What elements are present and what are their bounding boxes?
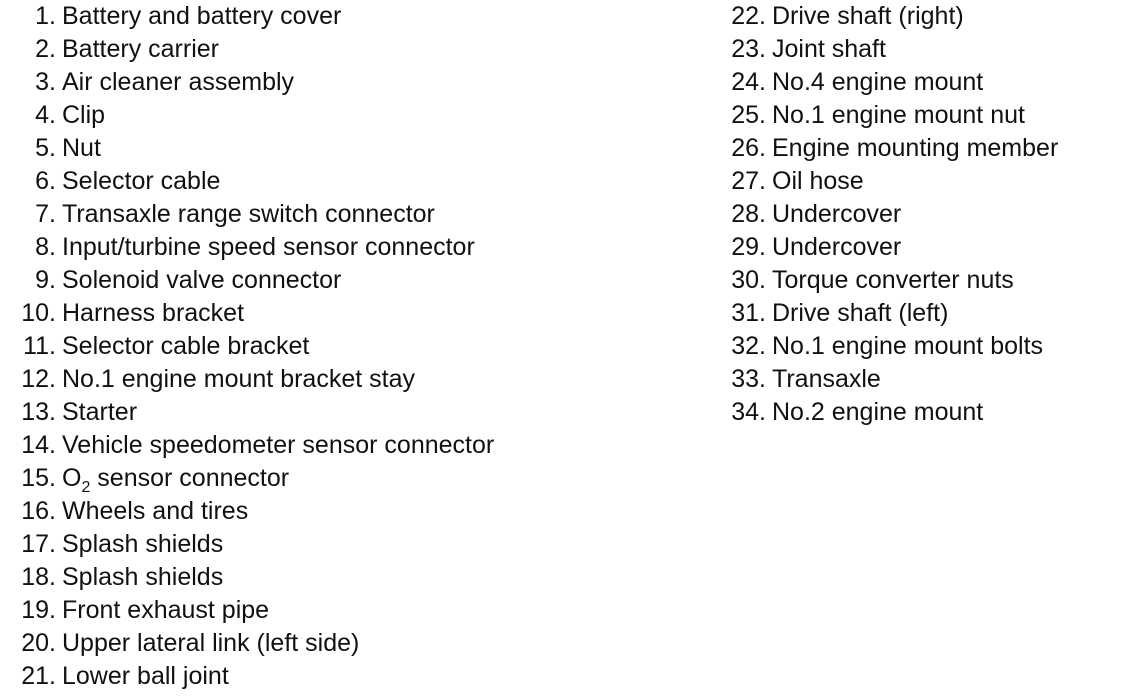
item-label: No.2 engine mount bbox=[772, 398, 984, 426]
item-label: Selector cable bracket bbox=[62, 332, 310, 360]
item-label: No.1 engine mount nut bbox=[772, 101, 1025, 129]
item-number: 13. bbox=[21, 398, 56, 426]
list-item-2 bbox=[6, 33, 646, 66]
item-number: 32. bbox=[731, 332, 766, 360]
item-label-subscript: 2 bbox=[81, 479, 91, 496]
item-label: Undercover bbox=[772, 233, 902, 261]
item-number: 25. bbox=[731, 101, 766, 129]
item-label: No.1 engine mount bracket stay bbox=[62, 365, 415, 393]
list-item-4 bbox=[6, 99, 646, 132]
item-label: Joint shaft bbox=[772, 35, 886, 63]
list-item-23 bbox=[718, 33, 1132, 66]
list-item-30 bbox=[718, 264, 1132, 297]
item-label: Front exhaust pipe bbox=[62, 596, 270, 624]
item-label: Clip bbox=[62, 101, 106, 129]
list-item-7 bbox=[6, 198, 646, 231]
item-number: 2. bbox=[35, 35, 56, 63]
item-label: Transaxle bbox=[772, 365, 881, 393]
item-label: No.4 engine mount bbox=[772, 68, 984, 96]
list-item-25 bbox=[718, 99, 1132, 132]
item-number: 11. bbox=[23, 332, 56, 360]
list-item-14 bbox=[6, 429, 646, 462]
item-number: 12. bbox=[21, 365, 56, 393]
item-label: Transaxle range switch connector bbox=[62, 200, 435, 228]
item-number: 31. bbox=[731, 299, 766, 327]
item-label: Oil hose bbox=[772, 167, 864, 195]
item-label: Drive shaft (left) bbox=[772, 299, 949, 327]
list-item-5 bbox=[6, 132, 646, 165]
item-number: 19. bbox=[21, 596, 56, 624]
item-number: 14. bbox=[21, 431, 56, 459]
item-label: Undercover bbox=[772, 200, 902, 228]
list-item-17 bbox=[6, 528, 646, 561]
list-item-24 bbox=[718, 66, 1132, 99]
list-item-10 bbox=[6, 297, 646, 330]
item-label: Starter bbox=[62, 398, 138, 426]
item-number: 17. bbox=[21, 530, 56, 558]
list-item-28 bbox=[718, 198, 1132, 231]
list-item-22 bbox=[718, 0, 1132, 33]
list-item-34 bbox=[718, 396, 1132, 429]
item-label: Torque converter nuts bbox=[772, 266, 1014, 294]
item-number: 9. bbox=[35, 266, 56, 294]
item-number: 21. bbox=[21, 662, 56, 690]
item-number: 10. bbox=[21, 299, 56, 327]
list-item-29 bbox=[718, 231, 1132, 264]
item-number: 23. bbox=[731, 35, 766, 63]
item-number: 28. bbox=[731, 200, 766, 228]
item-label: Battery and battery cover bbox=[62, 2, 342, 30]
item-label: Selector cable bbox=[62, 167, 221, 195]
item-number: 5. bbox=[35, 134, 56, 162]
list-item-19 bbox=[6, 594, 646, 627]
parts-list-left-column bbox=[6, 0, 646, 693]
item-label: Nut bbox=[62, 134, 101, 162]
list-item-18 bbox=[6, 561, 646, 594]
item-number: 8. bbox=[35, 233, 56, 261]
item-label-prefix: O bbox=[62, 464, 82, 492]
item-number: 24. bbox=[731, 68, 766, 96]
item-number: 4. bbox=[35, 101, 56, 129]
list-item-13 bbox=[6, 396, 646, 429]
item-number: 29. bbox=[731, 233, 766, 261]
item-number: 22. bbox=[731, 2, 766, 30]
item-label: Wheels and tires bbox=[62, 497, 249, 525]
list-item-9 bbox=[6, 264, 646, 297]
list-item-26 bbox=[718, 132, 1132, 165]
list-item-8 bbox=[6, 231, 646, 264]
list-item-15 bbox=[6, 462, 646, 495]
item-number: 7. bbox=[35, 200, 56, 228]
item-label: Harness bracket bbox=[62, 299, 245, 327]
list-item-1 bbox=[6, 0, 646, 33]
list-item-20 bbox=[6, 627, 646, 660]
item-number: 30. bbox=[731, 266, 766, 294]
item-number: 16. bbox=[21, 497, 56, 525]
parts-list-right-column bbox=[718, 0, 1132, 429]
list-item-11 bbox=[6, 330, 646, 363]
item-number: 15. bbox=[21, 464, 56, 492]
item-label bbox=[62, 462, 289, 495]
item-label: Vehicle speedometer sensor connector bbox=[62, 431, 495, 459]
list-item-31 bbox=[718, 297, 1132, 330]
list-item-16 bbox=[6, 495, 646, 528]
list-item-3 bbox=[6, 66, 646, 99]
list-item-33 bbox=[718, 363, 1132, 396]
item-number: 27. bbox=[731, 167, 766, 195]
item-number: 18. bbox=[21, 563, 56, 591]
item-label: Solenoid valve connector bbox=[62, 266, 342, 294]
list-item-6 bbox=[6, 165, 646, 198]
item-label: Input/turbine speed sensor connector bbox=[62, 233, 475, 261]
item-number: 1. bbox=[35, 2, 56, 30]
item-label: Air cleaner assembly bbox=[62, 68, 295, 96]
item-number: 33. bbox=[731, 365, 766, 393]
list-item-12 bbox=[6, 363, 646, 396]
list-item-32 bbox=[718, 330, 1132, 363]
item-number: 6. bbox=[35, 167, 56, 195]
item-label: Upper lateral link (left side) bbox=[62, 629, 360, 657]
item-label: Engine mounting member bbox=[772, 134, 1059, 162]
item-label: Battery carrier bbox=[62, 35, 219, 63]
list-item-21 bbox=[6, 660, 646, 693]
item-label: Splash shields bbox=[62, 530, 224, 558]
item-label: Drive shaft (right) bbox=[772, 2, 964, 30]
item-number: 3. bbox=[35, 68, 56, 96]
item-number: 26. bbox=[731, 134, 766, 162]
item-label: Splash shields bbox=[62, 563, 224, 591]
item-label-suffix: sensor connector bbox=[90, 464, 290, 492]
item-label: Lower ball joint bbox=[62, 662, 229, 690]
item-label: No.1 engine mount bolts bbox=[772, 332, 1044, 360]
item-number: 34. bbox=[731, 398, 766, 426]
list-item-27 bbox=[718, 165, 1132, 198]
item-number: 20. bbox=[21, 629, 56, 657]
